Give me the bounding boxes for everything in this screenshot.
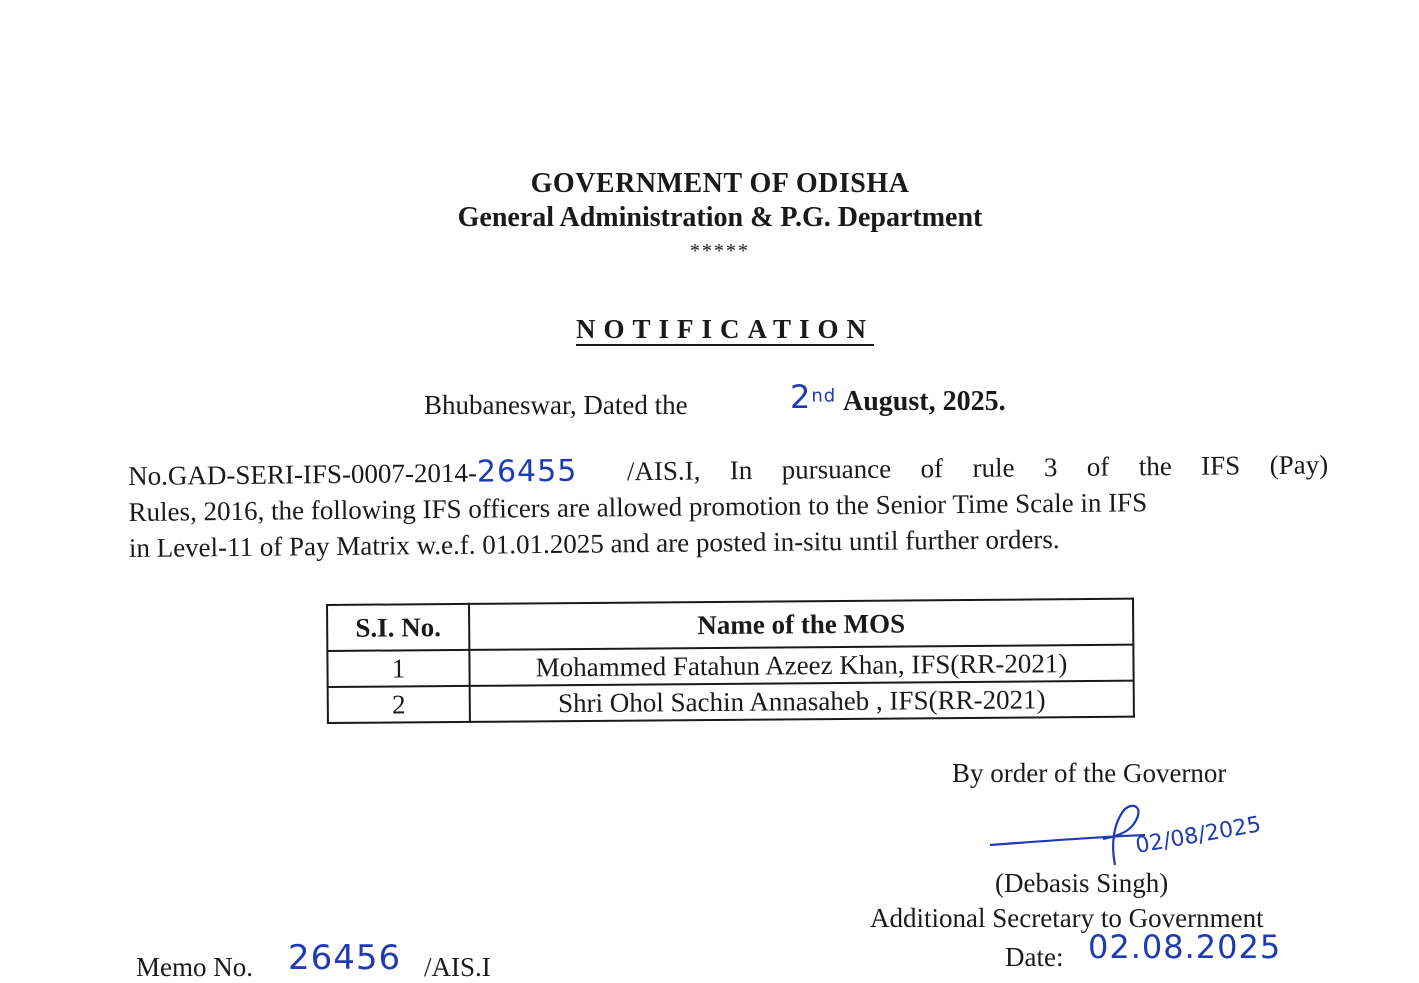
signature-stroke-icon xyxy=(985,795,1315,875)
ref-suffix-word: of xyxy=(1086,451,1110,482)
ref-suffix-word: pursuance xyxy=(781,453,892,485)
ref-suffix-word: /AIS.I, xyxy=(626,455,701,487)
table-header-row xyxy=(327,599,1133,651)
handwritten-ref-number: 26455 xyxy=(476,453,578,490)
signature-date: 02/08/2025 xyxy=(1133,812,1263,859)
ref-suffix-word: the xyxy=(1138,450,1172,482)
header-stars-divider: ***** xyxy=(690,240,750,262)
ref-suffix-word: of xyxy=(920,453,944,484)
row-sl: 2 xyxy=(328,686,470,723)
memo-label: Memo No. xyxy=(136,952,253,982)
notification-title: NOTIFICATION xyxy=(575,314,875,344)
ref-suffix-word: IFS xyxy=(1201,450,1241,481)
ref-suffix-word: In xyxy=(729,455,753,486)
header-sl-no: S.I. No. xyxy=(327,604,469,651)
body-line-3: in Level-11 of Pay Matrix w.e.f. 01.01.2025 and are posted in-situ until further orders. xyxy=(128,524,1060,563)
dated-prefix: Bhubaneswar, Dated the xyxy=(424,390,688,420)
signer-name: (Debasis Singh) xyxy=(995,868,1169,898)
body-ref-block xyxy=(128,453,701,494)
notification-date: August, 2025. xyxy=(843,386,1006,417)
ref-suffix-word: 3 xyxy=(1043,452,1058,483)
table-row xyxy=(328,681,1134,723)
row-name: Shri Ohol Sachin Annasaheb , IFS(RR-2021) xyxy=(470,681,1134,722)
mos-table xyxy=(326,598,1135,724)
memo-suffix: /AIS.I xyxy=(424,952,491,982)
handwritten-day xyxy=(790,378,836,416)
row-sl: 1 xyxy=(327,650,469,687)
department-title: General Administration & P.G. Department xyxy=(457,202,983,233)
handwritten-date: 02.08.2025 xyxy=(1088,928,1282,966)
handwritten-day-suffix: nd xyxy=(811,385,837,407)
ref-prefix: No.GAD-SERI-IFS-0007-2014- xyxy=(128,457,478,491)
handwritten-day-number: 2 xyxy=(790,378,812,416)
header-mos-name: Name of the MOS xyxy=(469,599,1133,650)
signer-designation: Additional Secretary to Government xyxy=(870,903,1264,933)
government-title: GOVERNMENT OF ODISHA xyxy=(530,168,910,199)
date-label: Date: xyxy=(1005,942,1064,972)
ref-suffix-word: (Pay) xyxy=(1269,449,1329,481)
notification-body xyxy=(128,446,1329,566)
ref-suffix-word: rule xyxy=(972,452,1015,483)
by-order-text: By order of the Governor xyxy=(952,758,1227,788)
row-name: Mohammed Fatahun Azeez Khan, IFS(RR-2021) xyxy=(469,645,1133,686)
body-line-2: Rules, 2016, the following IFS officers are allowed promotion to the Senior Time Scale in IFS xyxy=(128,487,1148,527)
handwritten-memo-number: 26456 xyxy=(288,938,402,978)
